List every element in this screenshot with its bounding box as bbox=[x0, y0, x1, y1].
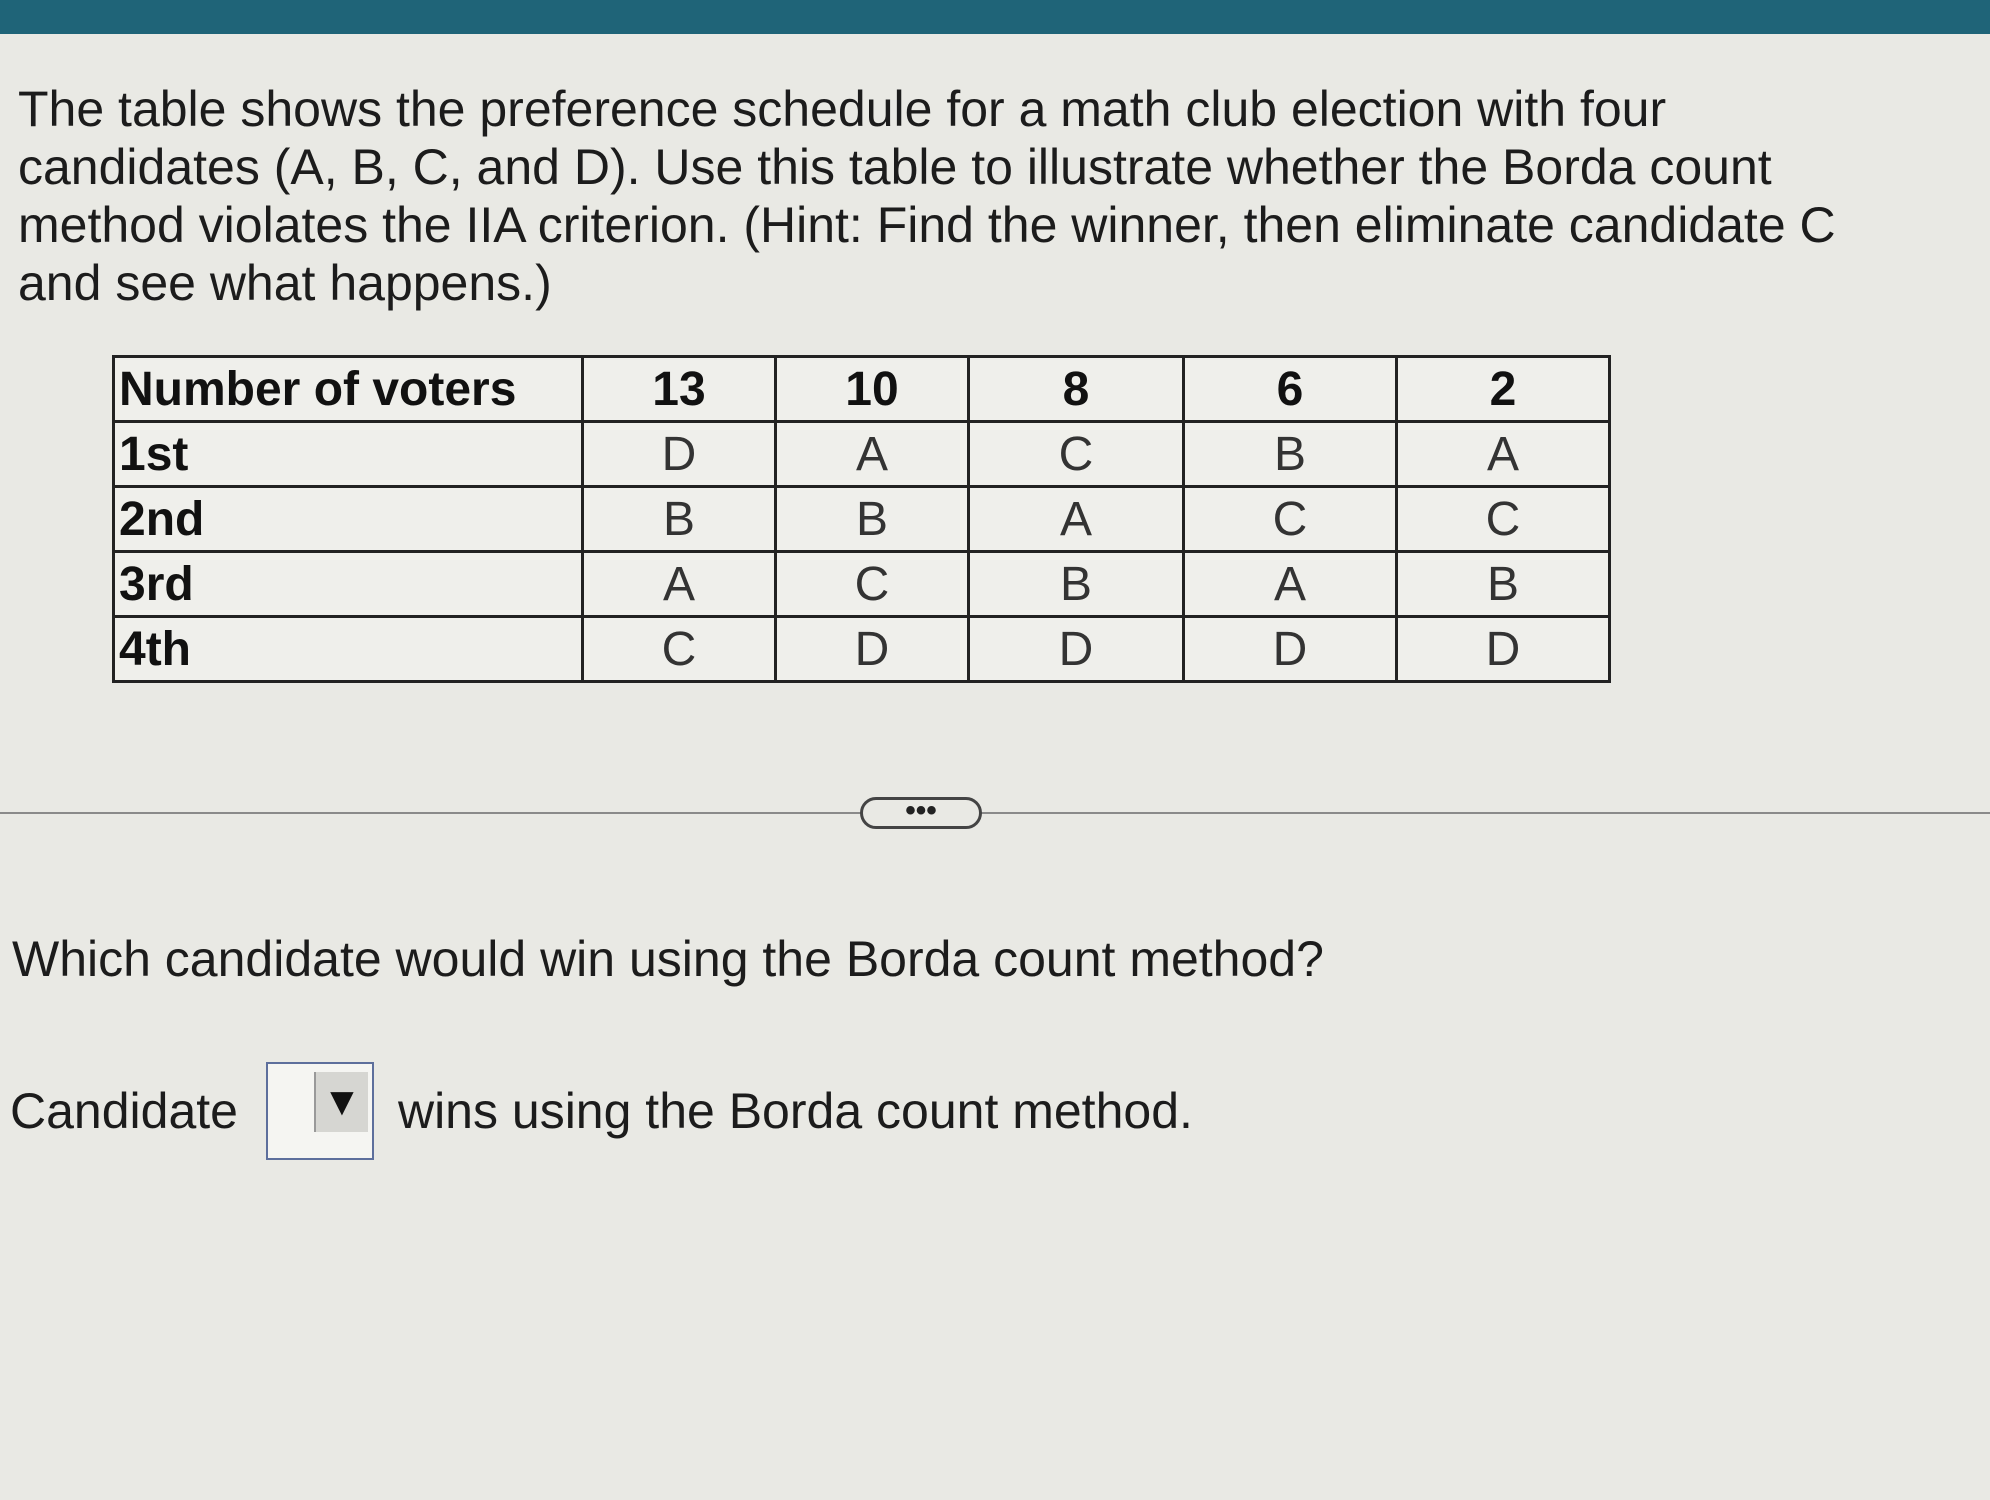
table-cell: A bbox=[583, 552, 776, 617]
table-cell: C bbox=[583, 617, 776, 682]
top-bar bbox=[0, 0, 1990, 34]
question-text: The table shows the preference schedule for a math club election with four candidates (A, B, C, and D). Use this table to illustrate whether the Borda count method violates the IIA criterion. (Hint: Find the winner, then eliminate candidate C and see what happens.) bbox=[18, 81, 1836, 311]
table-row bbox=[114, 487, 1610, 552]
chevron-down-icon[interactable]: ▼ bbox=[314, 1072, 368, 1132]
answer-suffix: wins using the Borda count method. bbox=[397, 1083, 1193, 1139]
table-cell: B bbox=[969, 552, 1184, 617]
answer-line bbox=[10, 1062, 1193, 1160]
table-header-row bbox=[114, 357, 1610, 422]
table-cell: B bbox=[1397, 552, 1610, 617]
table-cell: D bbox=[1397, 617, 1610, 682]
table-cell: A bbox=[969, 487, 1184, 552]
header-label: Number of voters bbox=[114, 357, 583, 422]
section-divider bbox=[0, 812, 1990, 814]
rank-label: 3rd bbox=[114, 552, 583, 617]
table-cell: D bbox=[969, 617, 1184, 682]
table-cell: A bbox=[1397, 422, 1610, 487]
candidate-dropdown[interactable] bbox=[266, 1062, 374, 1160]
voter-count: 13 bbox=[583, 357, 776, 422]
table-cell: B bbox=[1184, 422, 1397, 487]
rank-label: 1st bbox=[114, 422, 583, 487]
table-row bbox=[114, 422, 1610, 487]
table-row bbox=[114, 617, 1610, 682]
table-cell: A bbox=[1184, 552, 1397, 617]
table-cell: D bbox=[1184, 617, 1397, 682]
answer-prefix: Candidate bbox=[10, 1083, 238, 1139]
table-cell: C bbox=[969, 422, 1184, 487]
table-row bbox=[114, 552, 1610, 617]
table-cell: D bbox=[776, 617, 969, 682]
voter-count: 2 bbox=[1397, 357, 1610, 422]
table-cell: C bbox=[776, 552, 969, 617]
voter-count: 10 bbox=[776, 357, 969, 422]
expand-button[interactable]: ••• bbox=[860, 797, 982, 829]
table-cell: B bbox=[583, 487, 776, 552]
table-cell: D bbox=[583, 422, 776, 487]
rank-label: 4th bbox=[114, 617, 583, 682]
voter-count: 8 bbox=[969, 357, 1184, 422]
table-cell: A bbox=[776, 422, 969, 487]
table-cell: C bbox=[1184, 487, 1397, 552]
table-cell: C bbox=[1397, 487, 1610, 552]
prompt-text: Which candidate would win using the Borda count method? bbox=[12, 931, 1324, 987]
voter-count: 6 bbox=[1184, 357, 1397, 422]
preference-table bbox=[112, 355, 1611, 683]
rank-label: 2nd bbox=[114, 487, 583, 552]
table-cell: B bbox=[776, 487, 969, 552]
